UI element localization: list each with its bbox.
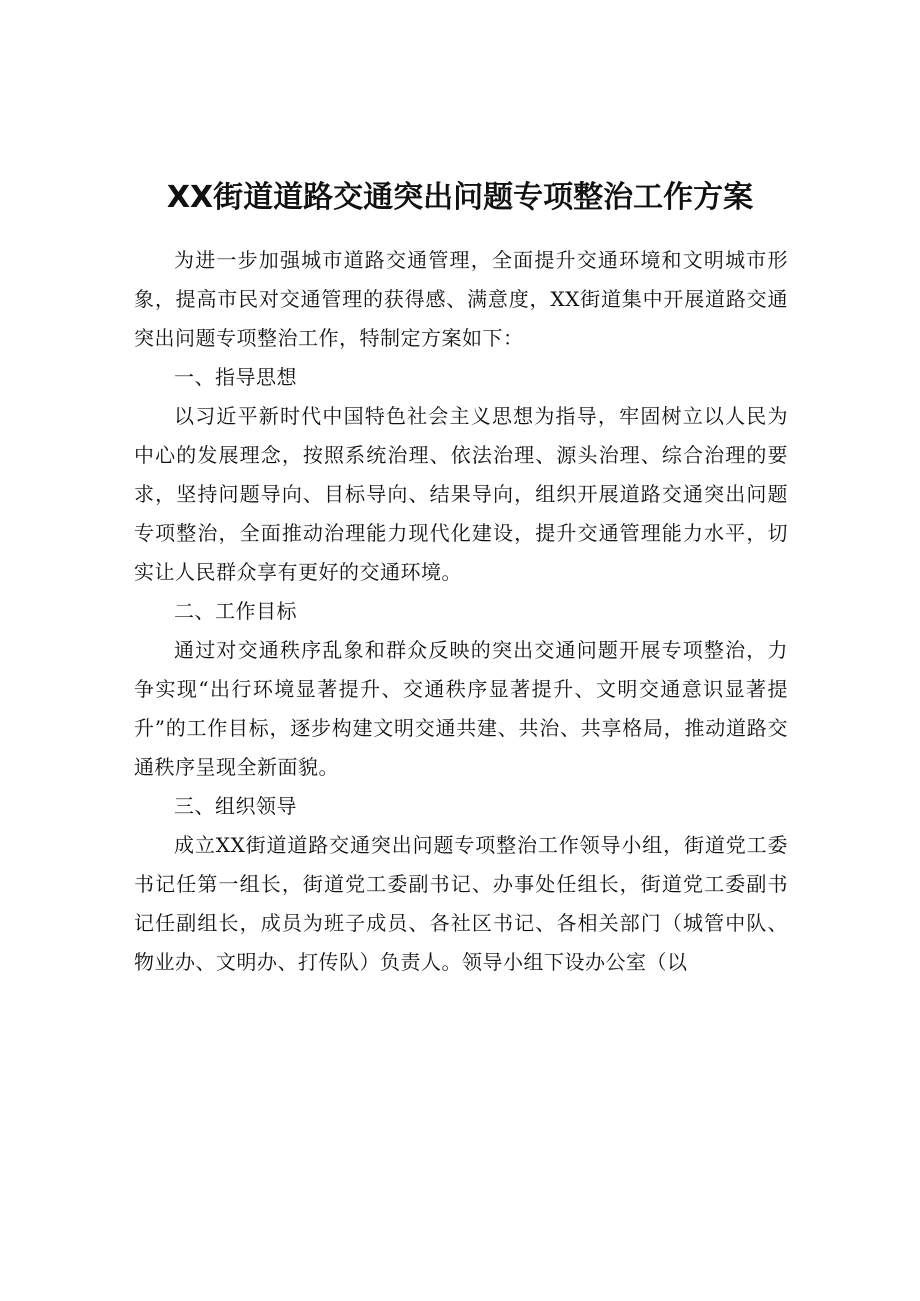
intro-paragraph: 为进一步加强城市道路交通管理，全面提升交通环境和文明城市形象，提高市民对交通管理的获得感、满意度，XX街道集中开展道路交通突出问题专项整治工作，特制定方案如下： (134, 248, 788, 350)
document-title: XX街道道路交通突出问题专项整治工作方案 (166, 180, 754, 215)
section-body-work-goals: 通过对交通秩序乱象和群众反映的突出交通问题开展专项整治，力争实现“出行环境显著提升、交通秩序显著提升、文明交通意识显著提升”的工作目标，逐步构建文明交通共建、共治、共享格局，推动道路交通秩序呈现全新面貌。 (134, 638, 788, 779)
section-heading-work-goals: 二、工作目标 (174, 599, 297, 623)
document-body (134, 241, 788, 982)
section-heading-guiding-ideology: 一、指导思想 (174, 365, 297, 389)
section-body-guiding-ideology: 以习近平新时代中国特色社会主义思想为指导，牢固树立以人民为中心的发展理念，按照系统治理、依法治理、源头治理、综合治理的要求，坚持问题导向、目标导向、结果导向，组织开展道路交通突出问题专项整治，全面推动治理能力现代化建设，提升交通管理能力水平，切实让人民群众享有更好的交通环境。 (134, 404, 788, 584)
section-heading-organization-leadership: 三、组织领导 (174, 794, 297, 818)
section-body-organization-leadership: 成立XX街道道路交通突出问题专项整治工作领导小组，街道党工委书记任第一组长，街道党工委副书记、办事处任组长，街道党工委副书记任副组长，成员为班子成员、各社区书记、各相关部门（城管中队、物业办、文明办、打传队）负责人。领导小组下设办公室（以 (134, 833, 788, 974)
